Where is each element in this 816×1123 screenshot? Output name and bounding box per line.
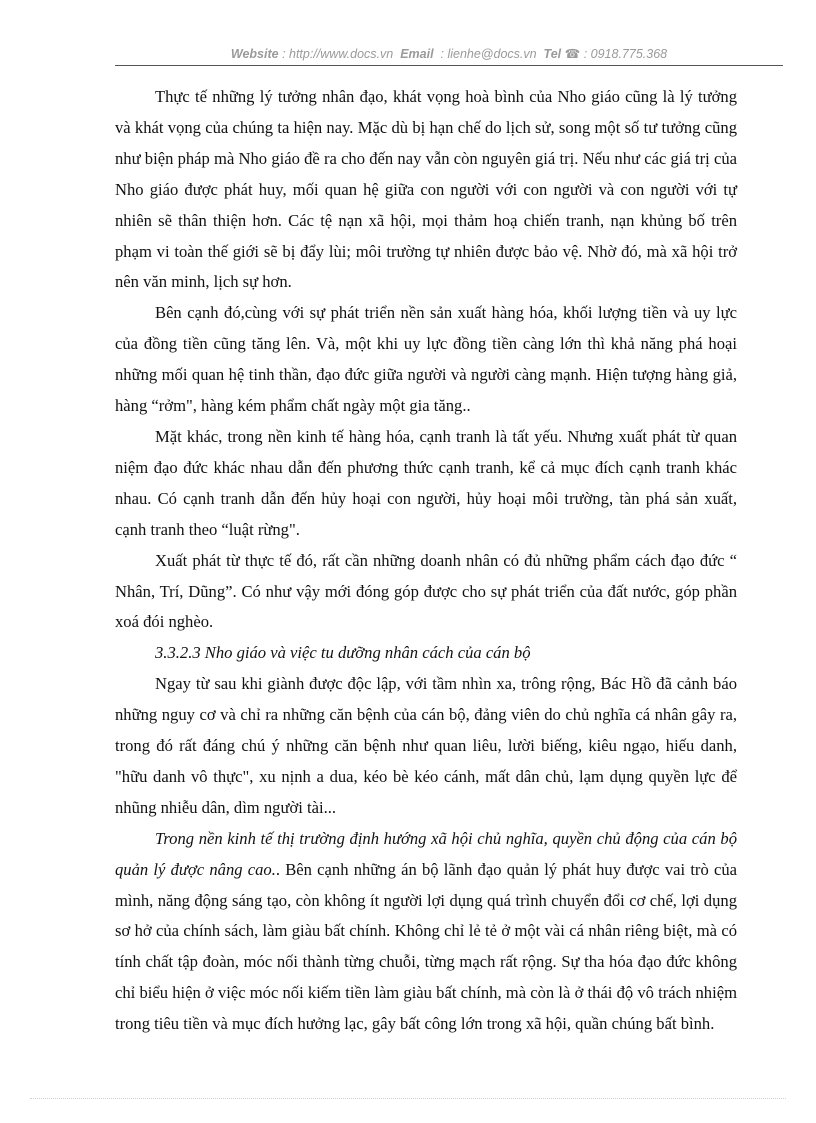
- page-header: [115, 46, 783, 61]
- email-value: : lienhe@docs.vn: [440, 47, 537, 61]
- paragraph-4: Xuất phát từ thực tế đó, rất cần những doanh nhân có đủ những phẩm cách đạo đức “ Nhân, Trí, Dũng”. Có như vậy mới đóng góp được cho sự phát triển của đất nước, góp phần xoá đói nghèo.: [115, 550, 737, 632]
- tel-label: Tel: [543, 47, 562, 61]
- document-body: [115, 82, 737, 1040]
- header-divider: [115, 65, 783, 66]
- paragraph-6-italic-lead: Trong nền kinh tế thị trường định hướng xã hội chủ nghĩa, quyền chủ động của cán bộ quản lý được nâng cao.: [115, 828, 737, 879]
- paragraph-6-rest: . Bên cạnh những án bộ lãnh đạo quản lý phát huy được vai trò của mình, năng động sáng tạo, còn không ít người lợi dụng quá trình chuyển đổi cơ chế, lợi dụng sơ hở của chính sách, làm giàu bất chính. Không chỉ lẻ tẻ ở một vài cá nhân riêng biệt, mà có tính chất tập đoàn, móc nối thành từng chuỗi, từng mạch rất rộng. Sự tha hóa đạo đức không chỉ biểu hiện ở việc móc nối kiếm tiền làm giàu bất chính, mà còn là ở thái độ vô trách nhiệm trong tiêu tiền và mục đích hưởng lạc, gây bất công lớn trong xã hội, quần chúng bất bình.: [115, 859, 737, 1034]
- website-label: Website: [230, 47, 279, 61]
- paragraph-6: [115, 824, 737, 1040]
- tel-value: : 0918.775.368: [583, 47, 668, 61]
- section-heading: 3.3.2.3 Nho giáo và việc tu dưỡng nhân cách của cán bộ: [155, 643, 531, 663]
- paragraph-5: Ngay từ sau khi giành được độc lập, với tầm nhìn xa, trông rộng, Bác Hồ đã cảnh báo những nguy cơ và chỉ ra những căn bệnh của cán bộ, đảng viên do chủ nghĩa cá nhân gây ra, trong đó rất đáng chú ý những căn bệnh như quan liêu, lười biếng, kiêu ngạo, hiếu danh, "hữu danh vô thực", xu nịnh a dua, kéo bè kéo cánh, mất dân chủ, lạm dụng quyền lực để nhũng nhiễu dân, dìm người tài...: [115, 674, 737, 817]
- paragraph-2: Bên cạnh đó,cùng với sự phát triển nền sản xuất hàng hóa, khối lượng tiền và uy lực của đồng tiền cũng tăng lên. Và, một khi uy lực đồng tiền càng lớn thì khả năng phá hoại những mối quan hệ tinh thần, đạo đức giữa người và người càng mạnh. Hiện tượng hàng giả, hàng “rởm", hàng kém phẩm chất ngày một gia tăng..: [115, 303, 737, 416]
- phone-icon: ☎: [564, 47, 581, 61]
- paragraph-1: Thực tế những lý tưởng nhân đạo, khát vọng hoà bình của Nho giáo cũng là lý tưởng và khát vọng của chúng ta hiện nay. Mặc dù bị hạn chế do lịch sử, song một số tư tưởng cũng như biện pháp mà Nho giáo đề ra cho đến nay vẫn còn nguyên giá trị. Nếu như các giá trị của Nho giáo được phát huy, mối quan hệ giữa con người với con người và con người với tự nhiên sẽ thân thiện hơn. Các tệ nạn xã hội, mọi thảm hoạ chiến tranh, nạn khủng bố trên phạm vi toàn thế giới sẽ bị đẩy lùi; môi trường tự nhiên được bảo vệ. Nhờ đó, mà xã hội trở nên văn minh, lịch sự hơn.: [115, 87, 737, 292]
- footer-divider: [30, 1098, 786, 1099]
- website-value: : http://www.docs.vn: [282, 47, 394, 61]
- paragraph-3: Mặt khác, trong nền kinh tế hàng hóa, cạnh tranh là tất yếu. Nhưng xuất phát từ quan niệm đạo đức khác nhau dẫn đến phương thức cạnh tranh, kể cả mục đích cạnh tranh khác nhau. Có cạnh tranh dẫn đến hủy hoại con người, hủy hoại môi trường, tàn phá sản xuất, cạnh tranh theo “luật rừng".: [115, 426, 737, 539]
- email-label: Email: [400, 47, 434, 61]
